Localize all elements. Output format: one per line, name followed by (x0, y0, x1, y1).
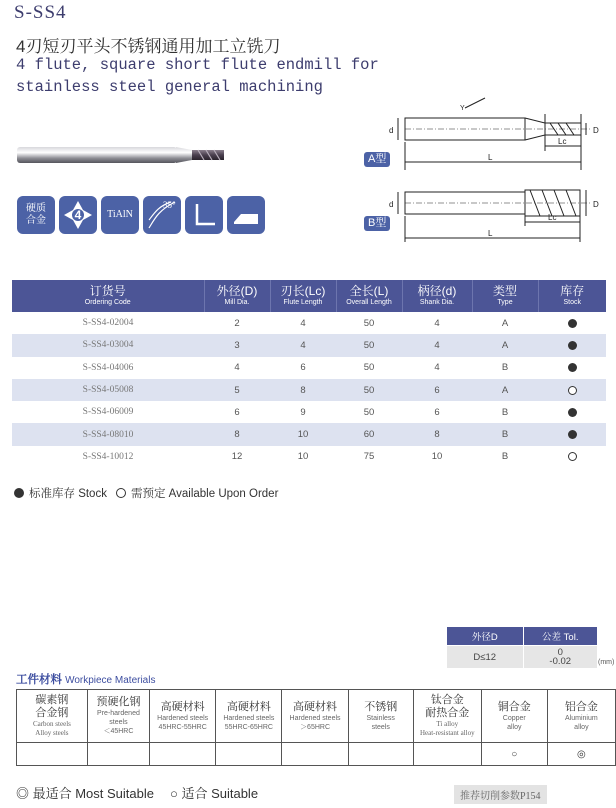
tol-header-tol: 公差 Tol. (523, 627, 597, 646)
table-row (12, 379, 606, 401)
material-header (282, 690, 348, 743)
cell-D: 8 (204, 423, 270, 445)
material-name-en: Hardened steels ＞65HRC (289, 714, 341, 731)
square-end-icon (185, 196, 223, 234)
coating-label: TiAlN (107, 209, 133, 220)
material-name-en: Hardened steels 45HRC-55HRC (157, 714, 209, 731)
col-ordering-code: 订货号 Ordering Code (12, 280, 204, 312)
cell-L: 50 (336, 379, 402, 401)
material-name-zh: 不锈钢 (364, 700, 398, 713)
suitable-label: ○ 适合 Suitable (170, 786, 259, 801)
flute-count: 4 (74, 208, 82, 222)
material-name-en: Aluminium alloy (565, 714, 598, 731)
cell-type: B (501, 451, 509, 463)
product-title-zh: 4刃短刃平头不锈钢通用加工立铣刀 (16, 37, 281, 56)
helix-mark: Y (460, 105, 465, 112)
mill-dia-mark-b: D (593, 200, 599, 209)
cell-code: S-SS4-03004 (12, 334, 204, 356)
in-stock-dot-icon (568, 341, 577, 350)
suitability-mark: ○ (481, 743, 547, 766)
cell-d: 6 (402, 379, 472, 401)
cell-type: B (501, 362, 509, 374)
cell-L: 50 (363, 362, 375, 374)
endmill-photo (16, 144, 226, 166)
unit-label: (mm) (598, 659, 615, 666)
suitability-mark (150, 743, 216, 766)
stock-legend-label: 标准库存 Stock (29, 488, 107, 500)
workpiece-title (16, 671, 155, 687)
material-name-zh: 高硬材料 (226, 700, 271, 713)
cell-d: 10 (431, 451, 443, 463)
suitability-mark (413, 743, 481, 766)
col-flute-length: 刃长(Lc) Flute Length (270, 280, 336, 312)
material-name-zh: 预硬化钢 (96, 696, 141, 708)
cell-Lc: 6 (300, 362, 306, 374)
cell-Lc: 9 (300, 406, 306, 418)
cell-type: A (472, 334, 538, 356)
most-suitable-label: ◎ 最适合 Most Suitable (16, 786, 154, 801)
material-name-zh: 碳素钢 合金钢 (35, 694, 69, 719)
col-overall-length: 全长(L) Overall Length (336, 280, 402, 312)
cell-L: 50 (336, 334, 402, 356)
mill-dia-mark: D (593, 126, 599, 135)
workpiece-title-en: Workpiece Materials (65, 675, 156, 686)
cell-Lc: 8 (270, 379, 336, 401)
cell-D: 6 (234, 406, 240, 418)
helix-angle-label: 35° (163, 200, 176, 210)
table-row (12, 423, 606, 445)
helix-angle-icon (143, 196, 181, 234)
col-mill-dia: 外径(D) Mill Dia. (204, 280, 270, 312)
carbide-material-icon (17, 196, 55, 234)
material-name-zh: 钛合金 耐热合金 (425, 694, 470, 719)
material-name-en: Copper alloy (502, 714, 526, 731)
tolerance-table (447, 627, 597, 668)
material-name-en: Pre-hardened steels ＜45HRC (97, 710, 140, 735)
overall-length-mark-b: L (488, 229, 493, 238)
spec-table (12, 280, 606, 468)
cell-stock (538, 334, 606, 356)
cell-d: 4 (434, 317, 440, 329)
cell-stock (538, 312, 606, 334)
material-header (481, 690, 547, 743)
cell-stock (538, 446, 606, 468)
order-circle-icon (568, 452, 577, 461)
suitability-mark (17, 743, 88, 766)
cell-D: 3 (204, 334, 270, 356)
workpiece-table (16, 689, 616, 766)
cell-D: 5 (204, 379, 270, 401)
material-header (348, 690, 413, 743)
table-row (12, 357, 606, 379)
cell-code: S-SS4-06009 (82, 407, 134, 418)
material-name-en: Hardened steels 55HRC-65HRC (223, 714, 275, 731)
material-header (547, 690, 615, 743)
flute-length-mark-b: Lc (548, 213, 557, 222)
cell-D: 2 (234, 317, 240, 329)
cell-Lc: 10 (270, 423, 336, 445)
suitability-legend (16, 783, 258, 802)
type-b-drawing (360, 180, 610, 246)
cell-type: B (472, 423, 538, 445)
col-type: 类型 Type (472, 280, 538, 312)
material-header (17, 690, 88, 743)
cell-d: 4 (402, 334, 472, 356)
workpiece-title-zh: 工件材料 (16, 674, 62, 686)
col-shank-dia: 柄径(d) Shank Dia. (402, 280, 472, 312)
tol-header-dia: 外径D (447, 627, 523, 646)
cell-code: S-SS4-10012 (82, 451, 134, 462)
cell-stock (538, 379, 606, 401)
flute-length-mark: Lc (558, 137, 567, 146)
cell-code: S-SS4-04006 (82, 362, 134, 373)
cell-Lc: 4 (270, 334, 336, 356)
material-name-zh: 铝合金 (564, 700, 598, 713)
material-name-en: Stainless steels (366, 714, 395, 731)
material-name-en: Carbon steels Alloy steels (32, 720, 71, 737)
short-flute-icon (227, 196, 265, 234)
cell-code: S-SS4-05008 (12, 379, 204, 401)
order-circle-icon (116, 488, 126, 498)
order-circle-icon (568, 386, 577, 395)
material-name-zh: 高硬材料 (293, 700, 338, 713)
material-header (216, 690, 282, 743)
in-stock-dot-icon (568, 319, 577, 328)
type-b-label: B型 (364, 216, 390, 231)
cell-d: 4 (434, 362, 440, 374)
material-name-zh: 高硬材料 (160, 700, 205, 713)
cell-stock (538, 357, 606, 379)
cell-D: 12 (231, 451, 243, 463)
material-header (413, 690, 481, 743)
material-name-en: Ti alloy Heat-resistant alloy (419, 720, 475, 737)
product-title-en: 4 flute, square short flute endmill for stainless steel general machining (16, 56, 379, 96)
cell-L: 50 (363, 406, 375, 418)
cell-L: 50 (363, 317, 375, 329)
tol-upper: 0 (557, 647, 563, 658)
cell-d: 6 (434, 406, 440, 418)
shank-dia-mark: d (389, 126, 394, 135)
cell-stock (538, 401, 606, 423)
suitability-mark: ◎ (547, 743, 615, 766)
material-header (150, 690, 216, 743)
tol-value (523, 646, 597, 669)
order-legend-label: 需预定 Available Upon Order (130, 488, 279, 500)
cell-code: S-SS4-08010 (12, 423, 204, 445)
suitability-mark (87, 743, 149, 766)
table-row (12, 334, 606, 356)
cell-stock (538, 423, 606, 445)
tol-range: D≤12 (447, 646, 523, 669)
suitability-mark (216, 743, 282, 766)
suitability-mark (282, 743, 348, 766)
cell-code: S-SS4-02004 (82, 318, 134, 329)
cell-type: A (501, 317, 509, 329)
stock-dot-icon (14, 488, 24, 498)
type-a-label: A型 (364, 152, 390, 167)
coating-icon (101, 196, 139, 234)
in-stock-dot-icon (568, 408, 577, 417)
cutting-param-reference: 推荐切削参数P154 (454, 785, 547, 804)
table-row (12, 312, 606, 334)
in-stock-dot-icon (568, 430, 577, 439)
cell-D: 4 (234, 362, 240, 374)
carbide-material-label: 硬质 合金 (26, 203, 46, 226)
four-flute-icon (59, 196, 97, 234)
overall-length-mark: L (488, 153, 493, 162)
cell-L: 75 (363, 451, 375, 463)
col-stock: 库存 Stock (538, 280, 606, 312)
material-header (87, 690, 149, 743)
material-name-zh: 铜合金 (497, 700, 531, 713)
cell-Lc: 4 (300, 317, 306, 329)
spec-header-row (12, 280, 606, 312)
suitability-mark (348, 743, 413, 766)
table-row (12, 446, 606, 468)
table-row (12, 401, 606, 423)
shank-dia-mark-b: d (389, 200, 394, 209)
stock-legend (14, 485, 278, 501)
cell-d: 8 (402, 423, 472, 445)
cell-Lc: 10 (297, 451, 309, 463)
in-stock-dot-icon (568, 363, 577, 372)
tol-lower: -0.02 (549, 656, 572, 667)
product-model: S-SS4 (14, 2, 67, 23)
cell-type: B (501, 406, 509, 418)
type-a-drawing (360, 96, 610, 172)
cell-type: A (472, 379, 538, 401)
cell-L: 60 (336, 423, 402, 445)
